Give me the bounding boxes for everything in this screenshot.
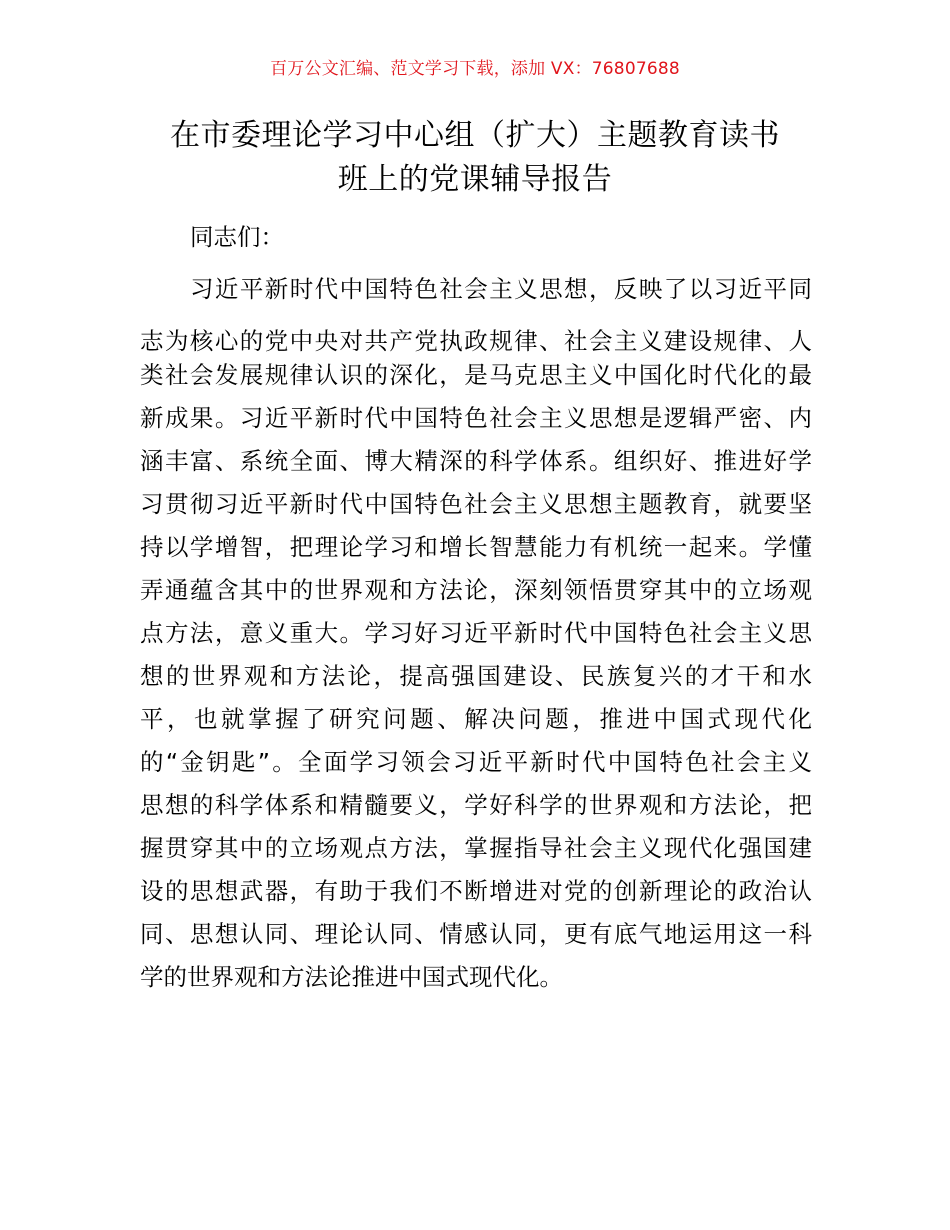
- document-title: [130, 114, 820, 202]
- body-line: 平，也就掌握了研究问题、解决问题，推进中国式现代化: [140, 705, 812, 733]
- body-line: 涵丰富、系统全面、博大精深的科学体系。组织好、推进好学: [140, 447, 812, 475]
- body-line: 新成果。习近平新时代中国特色社会主义思想是逻辑严密、内: [140, 404, 812, 432]
- body-line: 点方法，意义重大。学习好习近平新时代中国特色社会主义思: [140, 619, 812, 647]
- body-line: 同、思想认同、理论认同、情感认同，更有底气地运用这一科: [140, 920, 812, 948]
- body-line: 持以学增智，把理论学习和增长智慧能力有机统一起来。学懂: [140, 533, 812, 561]
- body-line: 学的世界观和方法论推进中国式现代化。: [140, 963, 563, 991]
- title-line-1: 在市委理论学习中心组（扩大）主题教育读书: [170, 118, 780, 153]
- body-line: 思想的科学体系和精髓要义，学好科学的世界观和方法论，把: [140, 791, 812, 819]
- body-line: 习贯彻习近平新时代中国特色社会主义思想主题教育，就要坚: [140, 490, 812, 518]
- body-line: 想的世界观和方法论，提高强国建设、民族复兴的才干和水: [140, 662, 812, 690]
- body-line: 握贯穿其中的立场观点方法，掌握指导社会主义现代化强国建: [140, 834, 812, 862]
- body-line: 类社会发展规律认识的深化，是马克思主义中国化时代化的最: [140, 361, 812, 389]
- header-watermark: 百万公文汇编、范文学习下载，添加 VX：76807688: [270, 59, 680, 79]
- body-line: 设的思想武器，有助于我们不断增进对党的创新理论的政治认: [140, 877, 812, 905]
- body-line: 的“金钥匙”。全面学习领会习近平新时代中国特色社会主义: [140, 748, 812, 776]
- salutation: 同志们：: [190, 223, 284, 251]
- body-line: 弄通蕴含其中的世界观和方法论，深刻领悟贯穿其中的立场观: [140, 576, 812, 604]
- title-line-2: 班上的党课辅导报告: [337, 162, 613, 197]
- body-line: 习近平新时代中国特色社会主义思想，反映了以习近平同: [190, 275, 812, 303]
- body-line: 志为核心的党中央对共产党执政规律、社会主义建设规律、人: [140, 327, 812, 355]
